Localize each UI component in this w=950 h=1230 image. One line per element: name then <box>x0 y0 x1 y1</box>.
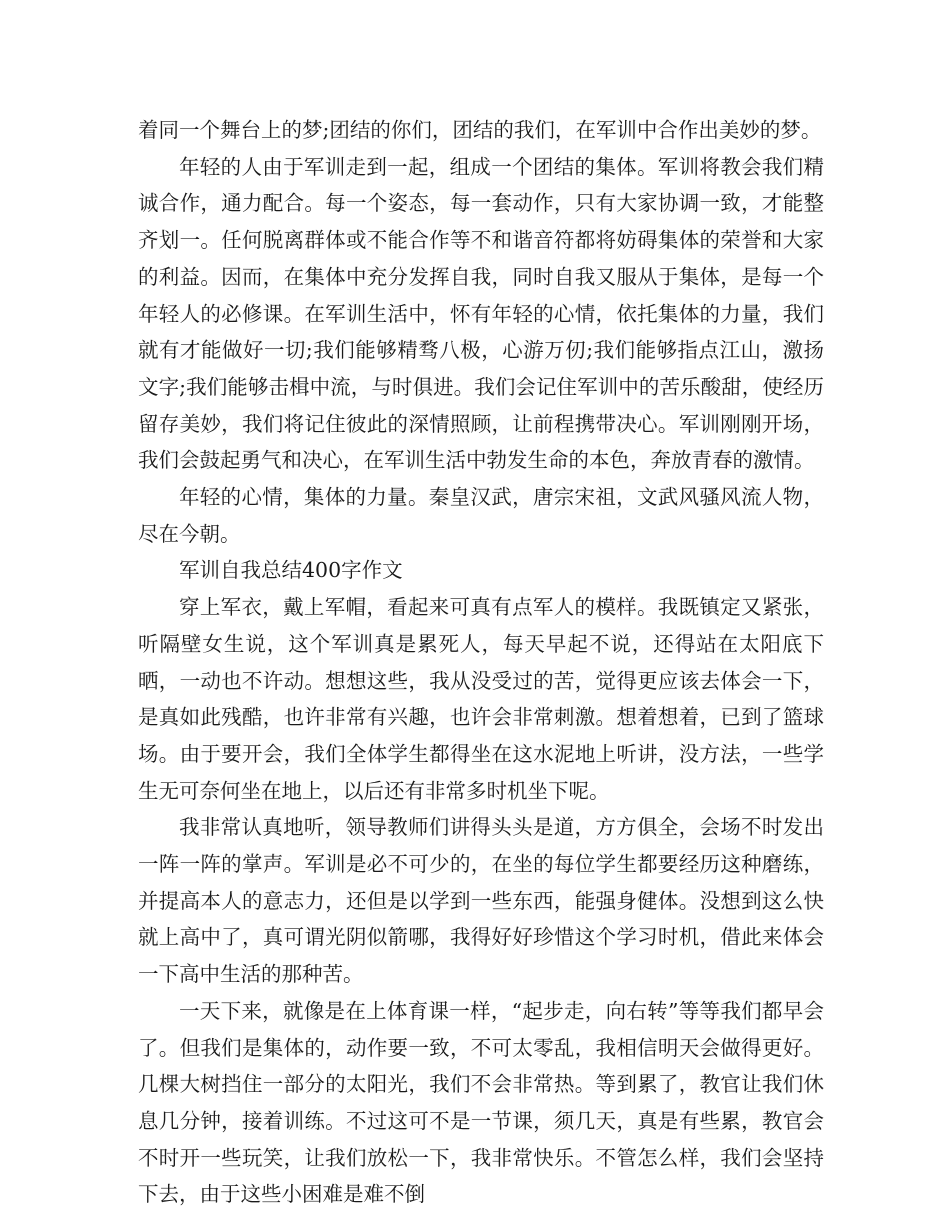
paragraph-teamwork: 年轻的人由于军训走到一起，组成一个团结的集体。军训将教会我们精诚合作，通力配合。每一个姿态，每一套动作，只有大家协调一致，才能整齐划一。任何脱离群体或不能合作等不和谐音符都将妨碍集体的荣誉和大家的利益。因而，在集体中充分发挥自我，同时自我又服从于集体，是每一个年轻人的必修课。在军训生活中，怀有年轻的心情，依托集体的力量，我们就有才能做好一切;我们能够精骛八极，心游万仞;我们能够指点江山，激扬文字;我们能够击楫中流，与时俱进。我们会记住军训中的苦乐酸甜，使经历留存美妙，我们将记住彼此的深情照顾，让前程携带决心。军训刚刚开场，我们会鼓起勇气和决心，在军训生活中勃发生命的本色，奔放青春的激情。 <box>138 154 824 473</box>
paragraph-youth-spirit: 年轻的心情，集体的力量。秦皇汉武，唐宗宋祖，文武风骚风流人物，尽在今朝。 <box>138 485 824 546</box>
paragraph-first-day: 一天下来，就像是在上体育课一样，“起步走，向右转”等等我们都早会了。但我们是集体的，动作要一致，不可太零乱，我相信明天会做得更好。几棵大树挡住一部分的太阳光，我们不会非常热。等到累了，教官让我们休息几分钟，接着训练。不过这可不是一节课，须几天，真是有些累，教官会不时开一些玩笑，让我们放松一下，我非常快乐。不管怎么样，我们会坚持下去，由于这些小困难是难不倒 <box>138 998 824 1207</box>
paragraph-meeting: 我非常认真地听，领导教师们讲得头头是道，方方俱全，会场不时发出一阵一阵的掌声。军训是必不可少的，在坐的每位学生都要经历这种磨练，并提高本人的意志力，还但是以学到一些东西，能强身健体。没想到这么快就上高中了，真可谓光阴似箭哪，我得好好珍惜这个学习时机，借此来体会一下高中生活的那种苦。 <box>138 815 824 987</box>
paragraph-uniform: 穿上军衣，戴上军帽，看起来可真有点军人的模样。我既镇定又紧张，听隔壁女生说，这个军训真是累死人，每天早起不说，还得站在太阳底下晒，一动也不许动。想想这些，我从没受过的苦，觉得更应该去体会一下，是真如此残酷，也许非常有兴趣，也许会非常刺激。想着想着，已到了篮球场。由于要开会，我们全体学生都得坐在这水泥地上听讲，没方法，一些学生无可奈何坐在地上，以后还有非常多时机坐下呢。 <box>138 595 824 803</box>
section-heading: 军训自我总结400字作文 <box>179 558 403 583</box>
paragraph-continuation: 着同一个舞台上的梦;团结的你们，团结的我们，在军训中合作出美妙的梦。 <box>138 118 822 142</box>
document-body <box>138 112 824 1213</box>
